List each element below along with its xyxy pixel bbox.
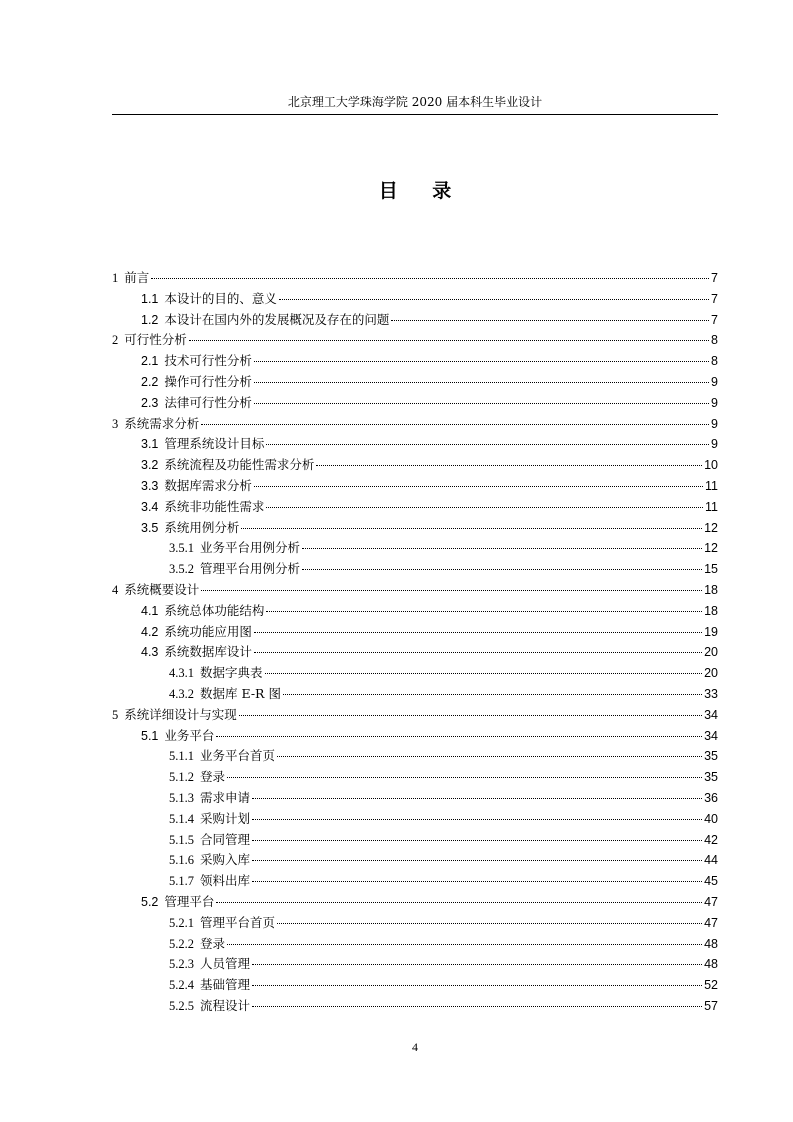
toc-entry-number: 3 <box>112 416 119 431</box>
toc-entry[interactable] <box>112 434 718 455</box>
toc-entry-number: 3.1 <box>141 437 159 452</box>
toc-entry-page: 48 <box>704 936 718 951</box>
toc-entry-page: 36 <box>704 790 718 805</box>
toc-dot-leader <box>254 632 702 633</box>
toc-entry[interactable] <box>112 663 718 684</box>
toc-dot-leader <box>201 590 702 591</box>
toc-entry-page: 47 <box>704 915 718 930</box>
toc-entry-number: 4.1 <box>141 603 159 618</box>
toc-entry-page: 34 <box>704 728 718 743</box>
toc-entry[interactable] <box>112 559 718 580</box>
toc-entry-title: 操作可行性分析 <box>164 373 252 389</box>
toc-entry-number: 3.5.2 <box>169 562 194 577</box>
header-divider <box>112 114 718 115</box>
toc-entry-number: 3.5.1 <box>169 541 194 556</box>
toc-entry-number: 5.2.1 <box>169 915 194 930</box>
toc-entry[interactable] <box>112 975 718 996</box>
toc-dot-leader <box>252 860 702 861</box>
page-number: 4 <box>412 1040 418 1054</box>
toc-entry-page: 42 <box>704 832 718 847</box>
toc-entry-page: 11 <box>705 499 718 514</box>
toc-entry-title: 前言 <box>124 270 150 285</box>
toc-entry-title: 系统用例分析 <box>164 519 240 535</box>
toc-entry-page: 19 <box>704 624 718 639</box>
toc-dot-leader <box>227 777 702 778</box>
toc-entry[interactable] <box>112 351 718 372</box>
toc-dot-leader <box>252 798 702 799</box>
toc-entry-page: 8 <box>711 354 718 369</box>
toc-entry-title: 采购入库 <box>200 852 251 868</box>
toc-entry-page: 10 <box>704 458 718 473</box>
toc-entry-title: 系统数据库设计 <box>164 644 252 660</box>
toc-entry-page: 9 <box>711 416 718 431</box>
toc-dot-leader <box>241 528 702 529</box>
toc-entry-title: 系统非功能性需求 <box>164 498 265 514</box>
toc-dot-leader <box>266 507 703 508</box>
toc-dot-leader <box>254 486 703 487</box>
toc-dot-leader <box>252 840 702 841</box>
toc-dot-leader <box>254 403 709 404</box>
toc-entry[interactable] <box>112 726 718 747</box>
toc-entry[interactable] <box>112 830 718 851</box>
toc-entry[interactable] <box>112 684 718 705</box>
toc-dot-leader <box>316 465 702 466</box>
toc-entry-number: 4.3 <box>141 645 159 660</box>
toc-entry[interactable] <box>112 330 718 351</box>
toc-entry-page: 9 <box>711 395 718 410</box>
toc-entry-number: 3.5 <box>141 520 159 535</box>
toc-dot-leader <box>201 424 709 425</box>
toc-entry-number: 5 <box>112 707 119 722</box>
toc-entry[interactable] <box>112 289 718 310</box>
toc-entry[interactable] <box>112 310 718 331</box>
toc-dot-leader <box>277 923 702 924</box>
toc-entry-page: 34 <box>704 707 718 722</box>
toc-entry-title: 本设计在国内外的发展概况及存在的问题 <box>164 311 390 327</box>
toc-dot-leader <box>216 736 702 737</box>
toc-entry-number: 4.3.1 <box>169 666 194 681</box>
toc-entry-number: 1 <box>112 271 119 285</box>
toc-entry-title: 业务平台 <box>164 727 215 743</box>
toc-entry-page: 47 <box>704 894 718 909</box>
toc-entry-number: 2.1 <box>141 354 159 369</box>
toc-entry-title: 管理平台 <box>164 893 215 909</box>
toc-entry[interactable] <box>112 476 718 497</box>
toc-entry[interactable] <box>112 518 718 539</box>
toc-entry-page: 9 <box>711 374 718 389</box>
toc-entry[interactable] <box>112 372 718 393</box>
toc-entry[interactable] <box>112 996 718 1017</box>
toc-entry-page: 44 <box>704 853 718 868</box>
toc-entry-page: 40 <box>704 811 718 826</box>
toc-dot-leader <box>254 652 702 653</box>
toc-dot-leader <box>266 444 709 445</box>
toc-entry-title: 管理平台首页 <box>200 914 276 930</box>
toc-entry-page: 35 <box>704 770 718 785</box>
toc-entry-number: 3.2 <box>141 458 159 473</box>
toc-entry-page: 7 <box>711 271 718 285</box>
toc-entry-number: 5.1.6 <box>169 853 194 868</box>
toc-entry-title: 法律可行性分析 <box>164 394 252 410</box>
toc-entry-page: 57 <box>704 998 718 1013</box>
toc-dot-leader <box>302 548 702 549</box>
toc-entry-title: 技术可行性分析 <box>164 353 252 369</box>
toc-dot-leader <box>189 340 709 341</box>
toc-entry[interactable] <box>112 393 718 414</box>
toc-dot-leader <box>302 569 702 570</box>
toc-entry-title: 管理系统设计目标 <box>164 436 265 452</box>
toc-entry-page: 18 <box>704 603 718 618</box>
toc-entry-title: 可行性分析 <box>124 332 187 348</box>
toc-entry-title: 系统需求分析 <box>124 415 200 431</box>
toc-entry-page: 11 <box>705 478 718 493</box>
toc-entry-title: 管理平台用例分析 <box>200 561 301 577</box>
toc-entry-number: 2 <box>112 333 119 348</box>
toc-entry-page: 15 <box>704 562 718 577</box>
toc-entry-title: 登录 <box>200 769 226 785</box>
toc-entry[interactable] <box>112 809 718 830</box>
toc-entry-title: 本设计的目的、意义 <box>164 290 277 306</box>
toc-entry-number: 3.3 <box>141 478 159 493</box>
toc-entry-title: 需求申请 <box>200 789 251 805</box>
toc-entry-number: 1.2 <box>141 312 159 327</box>
toc-dot-leader <box>266 611 702 612</box>
toc-entry-title: 流程设计 <box>200 997 251 1013</box>
toc-entry-page: 20 <box>704 645 718 660</box>
toc-dot-leader <box>227 944 702 945</box>
toc-entry-page: 48 <box>704 957 718 972</box>
toc-entry-number: 5.1.2 <box>169 770 194 785</box>
toc-entry-number: 5.1 <box>141 728 159 743</box>
toc-dot-leader <box>252 964 702 965</box>
toc-entry-number: 2.3 <box>141 395 159 410</box>
toc-entry-title: 业务平台用例分析 <box>200 540 301 556</box>
toc-entry-title: 数据库需求分析 <box>164 477 252 493</box>
toc-entry-page: 20 <box>704 666 718 681</box>
toc-entry[interactable] <box>112 705 718 726</box>
toc-entry-number: 5.2.5 <box>169 998 194 1013</box>
toc-entry-page: 18 <box>704 582 718 597</box>
toc-entry-title: 人员管理 <box>200 956 251 972</box>
toc-entry[interactable] <box>112 455 718 476</box>
toc-entry-number: 4.2 <box>141 624 159 639</box>
toc-dot-leader <box>151 278 709 279</box>
toc-entry[interactable] <box>112 892 718 913</box>
toc-entry-number: 5.2 <box>141 894 159 909</box>
toc-entry-title: 业务平台首页 <box>200 748 276 764</box>
toc-entry-number: 5.1.7 <box>169 874 194 889</box>
toc-entry-title: 系统概要设计 <box>124 581 200 597</box>
toc-entry-page: 9 <box>711 437 718 452</box>
toc-entry-title: 系统流程及功能性需求分析 <box>164 457 315 473</box>
toc-entry[interactable] <box>112 871 718 892</box>
toc-entry-page: 12 <box>704 520 718 535</box>
toc-entry-number: 5.1.1 <box>169 749 194 764</box>
toc-dot-leader <box>252 1006 702 1007</box>
toc-entry-page: 7 <box>711 291 718 306</box>
toc-dot-leader <box>283 694 702 695</box>
toc-dot-leader <box>216 902 702 903</box>
toc-entry-number: 5.2.4 <box>169 978 194 993</box>
toc-dot-leader <box>252 819 702 820</box>
toc-entry-page: 33 <box>704 686 718 701</box>
toc-entry-number: 3.4 <box>141 499 159 514</box>
toc-entry[interactable] <box>112 601 718 622</box>
toc-entry[interactable] <box>112 934 718 955</box>
toc-dot-leader <box>254 382 709 383</box>
toc-entry-title: 基础管理 <box>200 977 251 993</box>
toc-dot-leader <box>239 715 702 716</box>
toc-entry-page: 52 <box>704 978 718 993</box>
toc-dot-leader <box>254 361 709 362</box>
toc-entry[interactable] <box>112 850 718 871</box>
toc-entry[interactable] <box>112 538 718 559</box>
toc-entry[interactable] <box>112 767 718 788</box>
toc-entry-title: 合同管理 <box>200 831 251 847</box>
toc-dot-leader <box>277 756 702 757</box>
toc-entry-number: 5.1.5 <box>169 832 194 847</box>
toc-entry-number: 5.1.4 <box>169 811 194 826</box>
toc-entry-page: 8 <box>711 333 718 348</box>
toc-entry[interactable] <box>112 414 718 435</box>
toc-entry-number: 4.3.2 <box>169 686 194 701</box>
toc-entry-number: 2.2 <box>141 374 159 389</box>
toc-dot-leader <box>391 320 709 321</box>
toc-entry[interactable] <box>112 954 718 975</box>
toc-title: 目 录 <box>378 180 466 202</box>
toc-entry-title: 系统功能应用图 <box>164 623 252 639</box>
toc-entry[interactable] <box>112 497 718 518</box>
toc-entry-title: 系统详细设计与实现 <box>124 706 237 722</box>
toc-entry-title: 领料出库 <box>200 873 251 889</box>
toc-entry-page: 12 <box>704 541 718 556</box>
toc-entry-number: 1.1 <box>141 291 159 306</box>
toc-entry-number: 5.1.3 <box>169 790 194 805</box>
toc-entry-page: 45 <box>704 874 718 889</box>
toc-entry[interactable] <box>112 622 718 643</box>
toc-entry[interactable] <box>112 580 718 601</box>
toc-dot-leader <box>279 299 709 300</box>
toc-entry-page: 35 <box>704 749 718 764</box>
toc-entry-title: 系统总体功能结构 <box>164 602 265 618</box>
toc-dot-leader <box>265 673 703 674</box>
toc-entry-title: 数据库 E-R 图 <box>200 685 281 701</box>
toc-dot-leader <box>252 985 702 986</box>
toc-entry-page: 7 <box>711 312 718 327</box>
toc-entry-number: 5.2.2 <box>169 936 194 951</box>
toc-entry-title: 采购计划 <box>200 810 251 826</box>
toc-entry[interactable] <box>112 913 718 934</box>
toc-entry-number: 4 <box>112 582 119 597</box>
toc-entry-title: 数据字典表 <box>200 665 263 681</box>
toc-entry[interactable] <box>112 642 718 663</box>
table-of-contents <box>112 268 718 1017</box>
toc-entry-title: 登录 <box>200 935 226 951</box>
toc-entry-number: 5.2.3 <box>169 957 194 972</box>
toc-entry[interactable] <box>112 788 718 809</box>
page-header: 北京理工大学珠海学院 2020 届本科生毕业设计 <box>287 95 543 109</box>
toc-entry[interactable] <box>112 268 718 289</box>
toc-entry[interactable] <box>112 746 718 767</box>
toc-dot-leader <box>252 881 702 882</box>
